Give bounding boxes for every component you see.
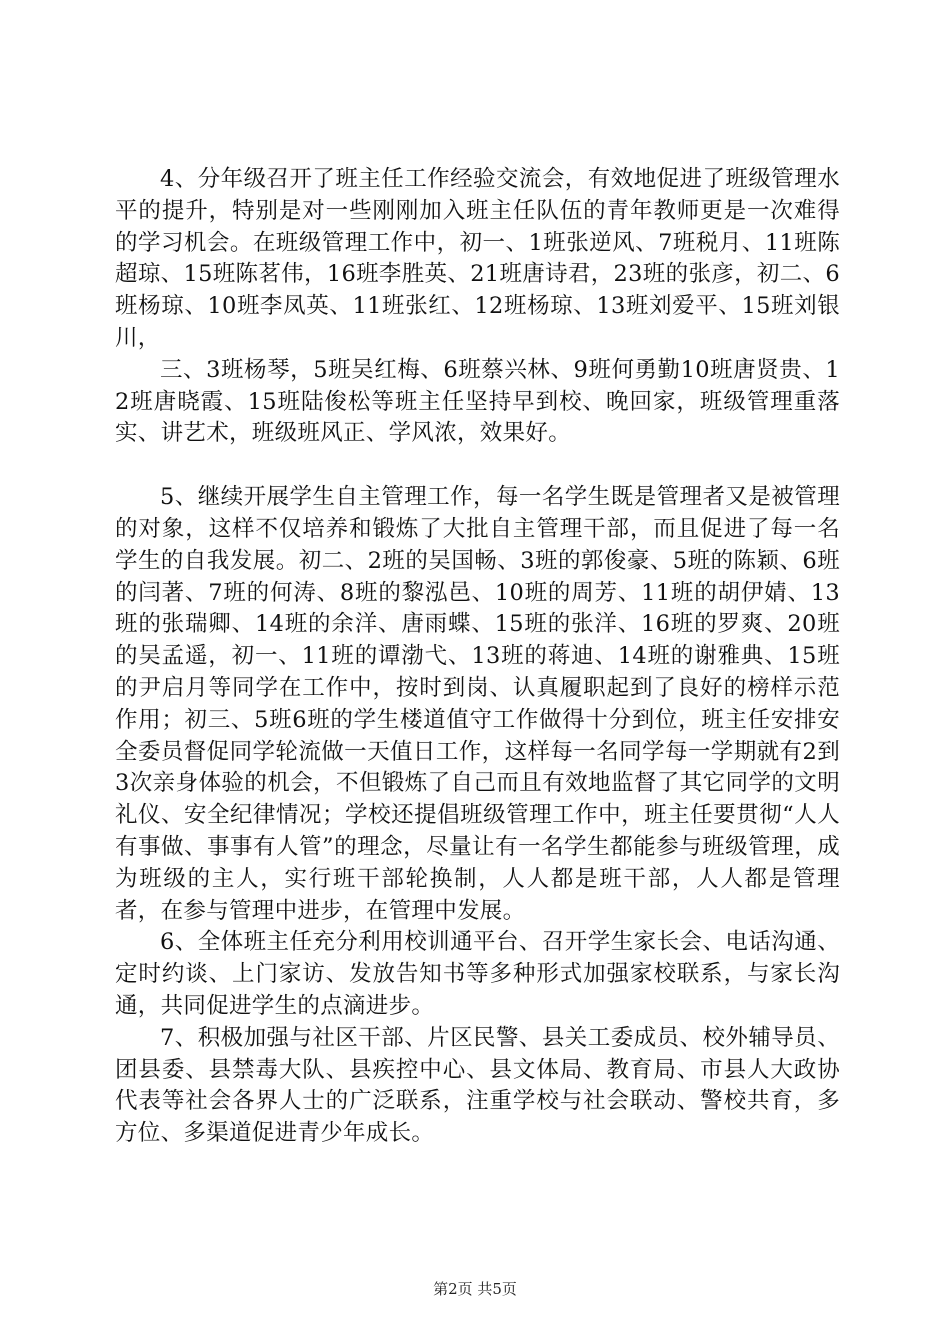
paragraph-grade-three-teachers: 三、3班杨琴，5班吴红梅、6班蔡兴林、9班何勇勤10班唐贤贵、12班唐晓霞、15班陆俊松等班主任坚持早到校、晚回家，班级管理重落实、讲艺术，班级班风正、学风浓，效果好。: [115, 356, 840, 447]
paragraph-5-student-self-management: 5、继续开展学生自主管理工作，每一名学生既是管理者又是被管理的对象，这样不仅培养和锻炼了大批自主管理干部，而且促进了每一名学生的自我发展。初二、2班的吴国畅、3班的郭俊豪、5班的陈颖、6班的闫著、7班的何涛、8班的黎泓邑、10班的周芳、11班的胡伊婧、13班的张瑞卿、14班的余洋、唐雨蝶、15班的张洋、16班的罗爽、20班的吴孟遥，初一、11班的谭渤弋、13班的蒋迪、14班的谢雅典、15班的尹启月等同学在工作中，按时到岗、认真履职起到了良好的榜样示范作用；初三、5班6班的学生楼道值守工作做得十分到位，班主任安排安全委员督促同学轮流做一天值日工作，这样每一名同学每一学期就有2到3次亲身体验的机会，不但锻炼了自己而且有效地监督了其它同学的文明礼仪、安全纪律情况；学校还提倡班级管理工作中，班主任要贯彻“人人有事做、事事有人管”的理念，尽量让有一名学生都能参与班级管理，成为班级的主人，实行班干部轮换制，人人都是班干部，人人都是管理者，在参与管理中进步，在管理中发展。: [115, 484, 840, 924]
paragraph-4-class-teacher-exchange: 4、分年级召开了班主任工作经验交流会，有效地促进了班级管理水平的提升，特别是对一些刚刚加入班主任队伍的青年教师更是一次难得的学习机会。在班级管理工作中，初一、1班张逆风、7班税月、11班陈超琼、15班陈茗伟，16班李胜英、21班唐诗君，23班的张彦，初二、6班杨琼、10班李凤英、11班张红、12班杨琼、13班刘爱平、15班刘银川，: [115, 166, 840, 351]
paragraph-6-home-school-contact: 6、全体班主任充分利用校训通平台、召开学生家长会、电话沟通、定时约谈、上门家访、发放告知书等多种形式加强家校联系，与家长沟通，共同促进学生的点滴进步。: [115, 929, 840, 1019]
document-body: [115, 164, 840, 1150]
paragraph-7-community-links: 7、积极加强与社区干部、片区民警、县关工委成员、校外辅导员、团县委、县禁毒大队、县疾控中心、县文体局、教育局、市县人大政协代表等社会各界人士的广泛联系，注重学校与社会联动、警校共育，多方位、多渠道促进青少年成长。: [115, 1024, 840, 1147]
page-number-footer: 第2页 共5页: [433, 1280, 517, 1298]
